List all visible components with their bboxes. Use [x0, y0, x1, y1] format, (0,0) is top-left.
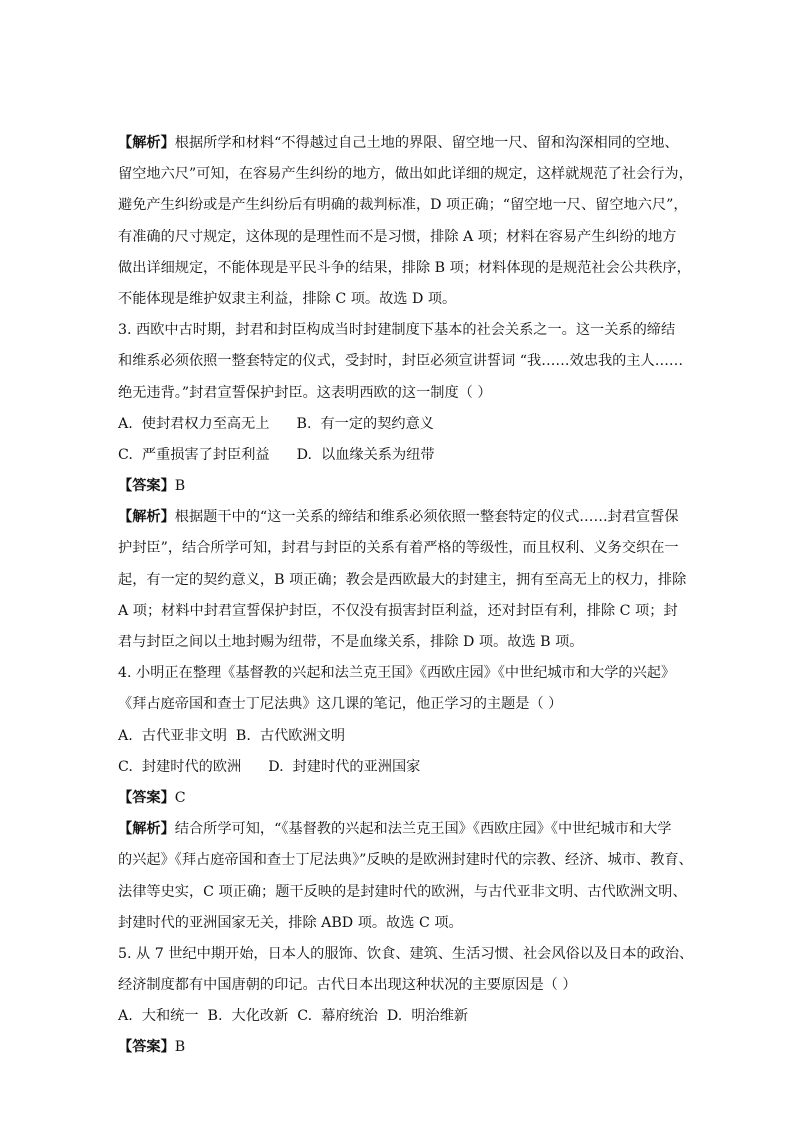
analysis-text: 护封臣”，结合所学可知，封君与封臣的关系有着严格的等级性，而且权利、义务交织在一	[118, 540, 679, 557]
question-stem-line: 和维系必须依照一整套特定的仪式，受封时，封臣必须宣讲誓词 “我……效忠我的主人……	[118, 353, 684, 370]
option-line: A. 使封君权力至高无上 B. 有一定的契约意义	[118, 415, 434, 432]
option-line: C. 封建时代的欧洲 D. 封建时代的亚洲国家	[118, 758, 421, 775]
answer-block	[118, 471, 678, 502]
question-options	[118, 721, 678, 783]
analysis-text: 起，有一定的契约意义，B 项正确；教会是西欧最大的封建主，拥有至高无上的权力，排除	[118, 571, 687, 588]
analysis-line	[118, 253, 691, 284]
question-stem-line: 5. 从 7 世纪中期开始，日本人的服饰、饮食、建筑、生活习惯、社会风俗以及日本的政治、	[118, 945, 694, 962]
analysis-text: 避免产生纠纷或是产生纠纷后有明确的裁判标准，D 项正确；“留空地一尺、留空地六尺”，	[118, 197, 688, 214]
answer-label: 【答案】	[118, 478, 175, 495]
analysis-text: 不能体现是维护奴隶主利益，排除 C 项。故选 D 项。	[118, 290, 457, 307]
option-line: A. 大和统一 B. 大化改新 C. 幕府统治 D. 明治维新	[118, 1008, 469, 1025]
analysis-line	[118, 596, 678, 627]
analysis-text: 君与封臣之间以土地封赐为纽带，不是血缘关系，排除 D 项。故选 B 项。	[118, 634, 584, 650]
option-line: A. 古代亚非文明 B. 古代欧洲文明	[118, 727, 346, 744]
analysis-line	[118, 222, 678, 253]
analysis-text: 封建时代的亚洲国家无关，排除 ABD 项。故选 C 项。	[118, 914, 463, 931]
answer-label: 【答案】	[118, 789, 175, 806]
answer-line	[118, 1032, 678, 1063]
analysis-line	[118, 814, 678, 845]
question-options	[118, 1001, 678, 1032]
document-content	[118, 128, 694, 1064]
answer-line	[118, 471, 678, 502]
analysis-line	[118, 502, 678, 533]
analysis-text: 留空地六尺”可知，在容易产生纠纷的地方，做出如此详细的规定，这样就规范了社会行为，	[118, 166, 693, 183]
question-block	[118, 658, 678, 783]
analysis-label: 【解析】	[118, 135, 175, 151]
question-stem-line: 3. 西欧中古时期，封君和封臣构成当时封建制度下基本的社会关系之一。这一关系的缔结	[118, 322, 676, 339]
answer-value: B	[174, 478, 186, 495]
analysis-text: A 项；材料中封君宣誓保护封臣，不仅没有损害封臣利益，还对封臣有利，排除 C 项；封	[118, 602, 678, 619]
answer-block	[118, 1032, 678, 1063]
analysis-text: 的兴起》《拜占庭帝国和查士丁尼法典》”反映的是欧洲封建时代的宗教、经济、城市、教育、	[118, 852, 693, 869]
analysis-line	[118, 284, 678, 315]
analysis-text: 根据所学和材料“不得越过自己土地的界限、留空地一尺、留和沟深相同的空地、	[174, 135, 679, 151]
analysis-text: 根据题干中的“这一关系的缔结和维系必须依照一整套特定的仪式……封君宣誓保	[174, 509, 679, 526]
analysis-block	[118, 128, 693, 315]
analysis-line	[118, 128, 678, 159]
question-block	[118, 315, 684, 471]
analysis-line	[118, 565, 687, 596]
question-stem-line: 经济制度都有中国唐朝的印记。古代日本出现这种状况的主要原因是（ ）	[118, 977, 577, 994]
question-block	[118, 939, 694, 1033]
analysis-line	[118, 159, 693, 190]
analysis-block	[118, 502, 687, 658]
analysis-text: 有准确的尺寸规定，这体现的是理性而不是习惯，排除 A 项；材料在容易产生纠纷的地方	[118, 228, 677, 245]
question-stem-line: 《拜占庭帝国和查士丁尼法典》这几课的笔记，他正学习的主题是（ ）	[118, 696, 563, 713]
analysis-label: 【解析】	[118, 821, 175, 838]
analysis-line	[118, 877, 687, 908]
analysis-text: 结合所学可知，“《基督教的兴起和法兰克王国》《西欧庄园》《中世纪城市和大学	[174, 821, 672, 838]
answer-line	[118, 783, 678, 814]
answer-value: B	[174, 1039, 186, 1056]
analysis-block	[118, 814, 693, 939]
analysis-line	[118, 190, 688, 221]
analysis-text: 做出详细规定，不能体现是平民斗争的结果，排除 B 项；材料体现的是规范社会公共秩序，	[118, 259, 691, 276]
answer-value: C	[174, 789, 186, 806]
analysis-label: 【解析】	[118, 509, 175, 526]
question-stem-line: 4. 小明正在整理《基督教的兴起和法兰克王国》《西欧庄园》《中世纪城市和大学的兴起》	[118, 665, 676, 682]
analysis-line	[118, 627, 678, 658]
analysis-line	[118, 533, 678, 564]
answer-block	[118, 783, 678, 814]
question-stem-line: 绝无违背。”封君宣誓保护封臣。这表明西欧的这一制度（ ）	[118, 384, 492, 401]
option-line: C. 严重损害了封臣利益 D. 以血缘关系为纽带	[118, 446, 435, 463]
question-options	[118, 409, 678, 471]
analysis-line	[118, 845, 693, 876]
analysis-line	[118, 908, 678, 939]
analysis-text: 法律等史实，C 项正确；题干反映的是封建时代的欧洲，与古代亚非文明、古代欧洲文明、	[118, 883, 687, 900]
answer-label: 【答案】	[118, 1039, 175, 1056]
